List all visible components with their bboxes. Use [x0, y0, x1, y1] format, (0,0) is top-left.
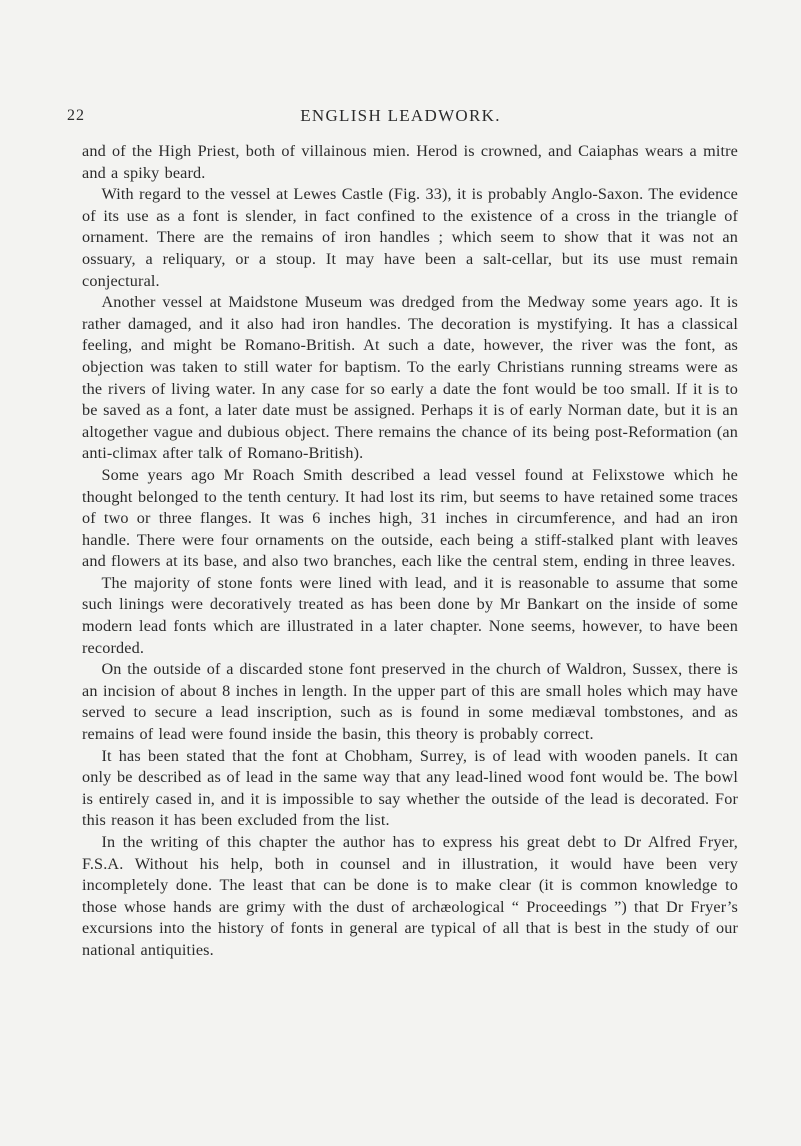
paragraph: In the writing of this chapter the author has to express his great debt to Dr Alfred Fryer, F.S.A. Without his help, both in counsel and in illustration, it would have been very incompletely done. The least that can be done is to make clear (it is common knowledge to those whose hands are grimy with the dust of archæological “ Proceedings ”) that Dr Fryer’s excursions into the history of fonts in general are typical of all that is best in the study of our national antiquities.: [82, 833, 738, 959]
running-title: ENGLISH LEADWORK.: [300, 106, 501, 125]
body-text: [82, 141, 738, 962]
page-number: 22: [67, 107, 85, 124]
page-header: [0, 101, 801, 131]
paragraph: and of the High Priest, both of villainous mien. Herod is crowned, and Caiaphas wears a mitre and a spiky beard.: [82, 142, 738, 182]
paragraph: The majority of stone fonts were lined with lead, and it is reasonable to assume that some such linings were decoratively treated as has been done by Mr Bankart on the inside of some modern lead fonts which are illustrated in a later chapter. None seems, however, to have been recorded.: [82, 573, 738, 657]
paragraph: On the outside of a discarded stone font preserved in the church of Waldron, Sussex, there is an incision of about 8 inches in length. In the upper part of this are small holes which may have served to secure a lead inscription, such as is found in some mediæval tombstones, and as remains of lead were found inside the basin, this theory is probably correct.: [82, 660, 738, 744]
paragraph: Some years ago Mr Roach Smith described a lead vessel found at Felixstowe which he thought belonged to the tenth century. It had lost its rim, but seems to have retained some traces of two or three flanges. It was 6 inches high, 31 inches in circumference, and had an iron handle. There were four ornaments on the outside, each being a stiff-stalked plant with leaves and flowers at its base, and also two branches, each like the central stem, ending in three leaves.: [82, 465, 738, 571]
paragraph: With regard to the vessel at Lewes Castle (Fig. 33), it is probably Anglo-Saxon. The evidence of its use as a font is slender, in fact confined to the existence of a cross in the triangle of ornament. There are the remains of iron handles ; which seem to show that it was not an ossuary, a reliquary, or a stoup. It may have been a salt-cellar, but its use must remain conjectural.: [82, 185, 738, 290]
paragraph: Another vessel at Maidstone Museum was dredged from the Medway some years ago. It is rather damaged, and it also had iron handles. The decoration is mystifying. It has a classical feeling, and might be Romano-British. At such a date, however, the river was the font, as objection was taken to still water for baptism. To the early Christians running streams were as the rivers of living water. In any case for so early a date the font would be too small. If it is to be saved as a font, a later date must be assigned. Perhaps it is of early Norman date, but it is an altogether vague and dubious object. There remains the chance of its being post-Reformation (an anti-climax after talk of Romano-British).: [82, 293, 738, 463]
paragraph: It has been stated that the font at Chobham, Surrey, is of lead with wooden panels. It can only be described as of lead in the same way that any lead-lined wood font would be. The bowl is entirely cased in, and it is impossible to say whether the outside of the lead is decorated. For this reason it has been excluded from the list.: [82, 746, 738, 830]
